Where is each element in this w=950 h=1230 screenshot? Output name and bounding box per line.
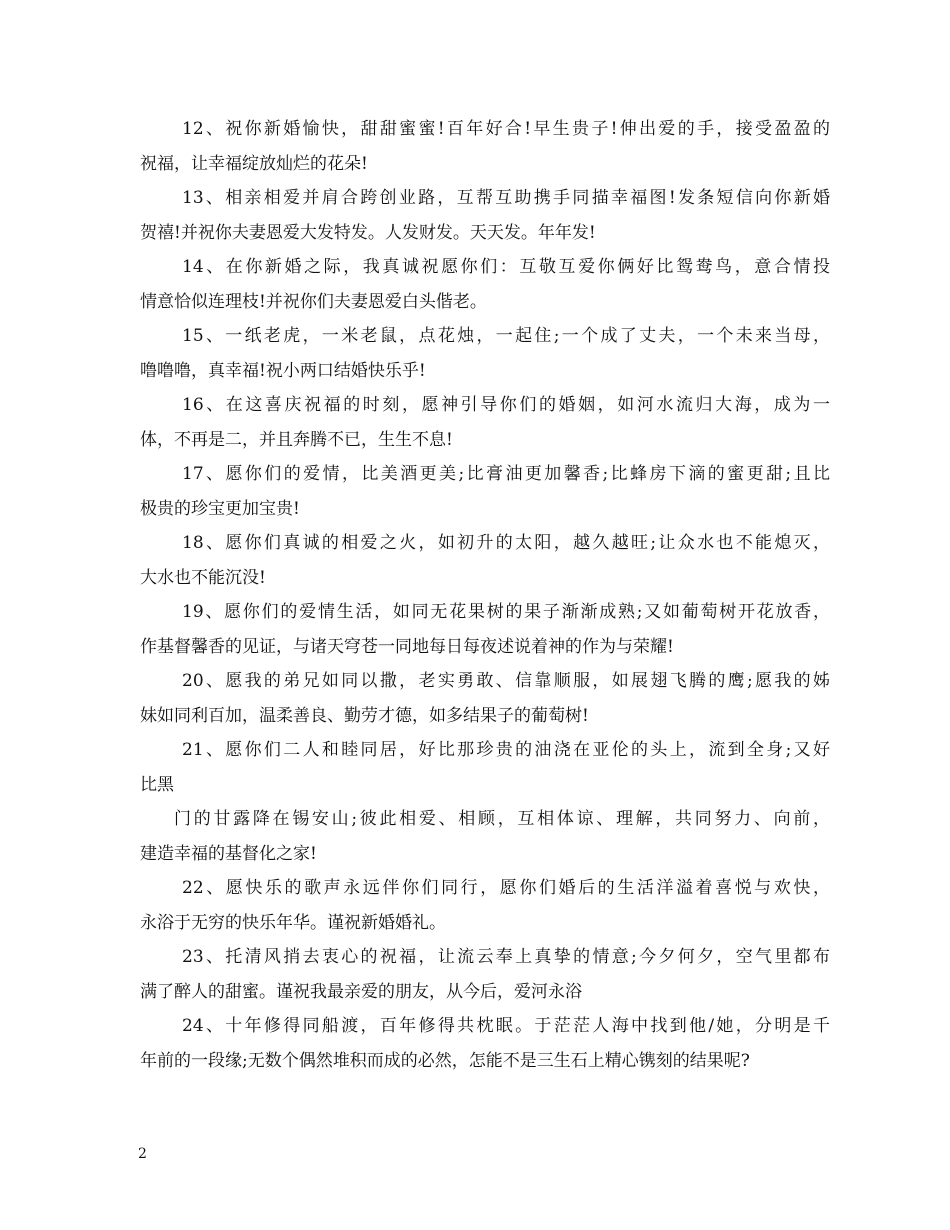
text-line: 大水也不能沉没! — [140, 567, 266, 588]
text-line: 情意恰似连理枝!并祝你们夫妻恩爱白头偕老。 — [140, 291, 487, 312]
text-line: 24、十年修得同船渡，百年修得共枕眠。于茫茫人海中找到他/她，分明是千 — [182, 1016, 830, 1036]
text-line: 体，不再是二，并且奔腾不已，生生不息! — [140, 429, 453, 450]
text-line: 15、一纸老虎，一米老鼠，点花烛，一起住;一个成了丈夫，一个未来当母， — [182, 326, 830, 346]
text-line: 13、相亲相爱并肩合跨创业路，互帮互助携手同描幸福图!发条短信向你新婚 — [182, 188, 830, 208]
text-line: 祝福，让幸福绽放灿烂的花朵! — [140, 153, 368, 174]
text-line: 年前的一段缘;无数个偶然堆积而成的必然，怎能不是三生石上精心镌刻的结果呢? — [140, 1050, 750, 1071]
document-body — [140, 112, 830, 1078]
text-line: 21、愿你们二人和睦同居，好比那珍贵的油浇在亚伦的头上，流到全身;又好 — [182, 740, 830, 760]
text-line: 22、愿快乐的歌声永远伴你们同行，愿你们婚后的生活洋溢着喜悦与欢快， — [182, 878, 830, 898]
text-line: 14、在你新婚之际，我真诚祝愿你们：互敬互爱你俩好比鸳鸯鸟，意合情投 — [182, 257, 830, 277]
text-line: 19、愿你们的爱情生活，如同无花果树的果子渐渐成熟;又如葡萄树开花放香， — [182, 602, 830, 622]
text-line: 噜噜噜，真幸福!祝小两口结婚快乐乎! — [140, 360, 426, 381]
text-line: 18、愿你们真诚的相爱之火，如初升的太阳，越久越旺;让众水也不能熄灭， — [182, 533, 830, 553]
text-line: 20、愿我的弟兄如同以撒，老实勇敢、信靠顺服，如展翅飞腾的鹰;愿我的姊 — [182, 671, 830, 691]
text-line: 23、托清风捎去衷心的祝福，让流云奉上真挚的情意;今夕何夕，空气里都布 — [182, 947, 830, 967]
text-line: 贺禧!并祝你夫妻恩爱大发特发。人发财发。天天发。年年发! — [140, 222, 596, 243]
text-line: 作基督馨香的见证，与诸天穹苍一同地每日每夜述说着神的作为与荣耀! — [140, 636, 674, 657]
page-number: 2 — [138, 1146, 147, 1162]
text-line: 建造幸福的基督化之家! — [140, 843, 317, 864]
text-line: 妹如同利百加，温柔善良、勤劳才德，如多结果子的葡萄树! — [140, 705, 589, 726]
text-line: 永浴于无穷的快乐年华。谨祝新婚婚礼。 — [140, 912, 446, 933]
text-line: 12、祝你新婚愉快，甜甜蜜蜜!百年好合!早生贵子!伸出爱的手，接受盈盈的 — [182, 119, 830, 139]
text-line: 满了醉人的甜蜜。谨祝我最亲爱的朋友，从今后，爱河永浴 — [140, 981, 582, 1002]
text-line: 比黑 — [140, 774, 174, 795]
text-line: 门的甘露降在锡安山;彼此相爱、相顾，互相体谅、理解，共同努力、向前， — [174, 809, 830, 829]
text-line: 极贵的珍宝更加宝贵! — [140, 498, 300, 519]
text-line: 17、愿你们的爱情，比美酒更美;比膏油更加馨香;比蜂房下滴的蜜更甜;且比 — [182, 464, 830, 484]
text-line: 16、在这喜庆祝福的时刻，愿神引导你们的婚姻，如河水流归大海，成为一 — [182, 395, 830, 415]
